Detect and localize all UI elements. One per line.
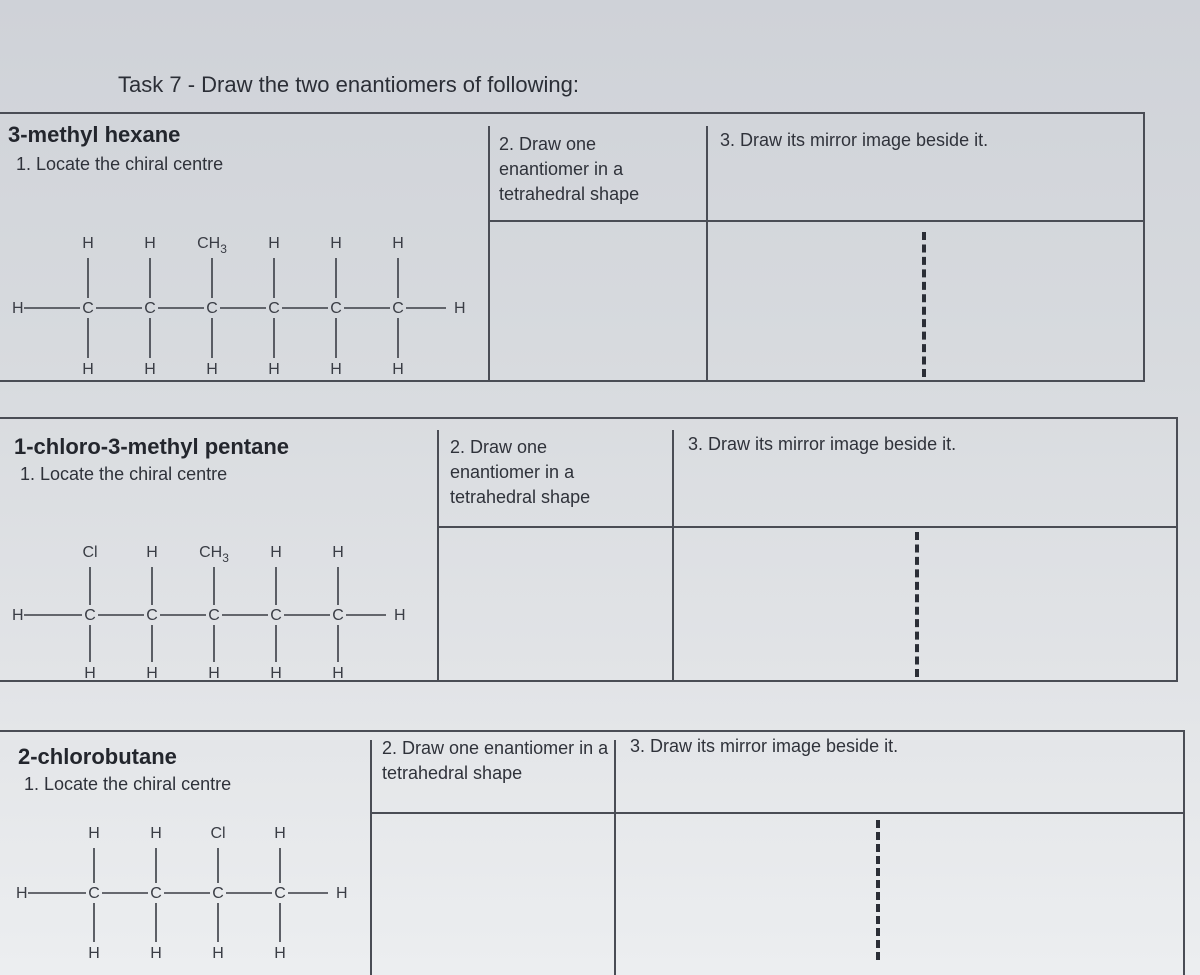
carbon-atom: C: [274, 885, 286, 902]
carbon-atom: C: [270, 607, 282, 624]
top-substituent: H: [330, 235, 342, 252]
carbon-atom: C: [212, 885, 224, 902]
section-bottom-rule: [0, 680, 1178, 682]
task-title: Task 7 - Draw the two enantiomers of following:: [118, 72, 579, 97]
bottom-substituent: H: [150, 945, 162, 962]
carbon-atom: C: [332, 607, 344, 624]
bottom-substituent: H: [208, 665, 220, 682]
top-substituent: Cl: [210, 825, 226, 842]
top-substituent: H: [274, 825, 286, 842]
terminal-hydrogen: H: [16, 885, 28, 902]
bottom-substituent: H: [88, 945, 100, 962]
bottom-substituent: H: [274, 945, 286, 962]
structural-formula: [0, 535, 440, 680]
carbon-atom: C: [206, 300, 218, 317]
terminal-hydrogen: H: [12, 300, 24, 317]
bottom-substituent: H: [268, 361, 280, 378]
step-3-instruction: 3. Draw its mirror image beside it.: [688, 434, 957, 454]
step-2-instruction: 2. Draw one enantiomer in a tetrahedral shape: [450, 437, 591, 507]
step-2-instruction: 2. Draw one enantiomer in a tetrahedral shape: [499, 134, 640, 204]
carbon-atom: C: [146, 607, 158, 624]
bottom-substituent: H: [144, 361, 156, 378]
carbon-atom: C: [88, 885, 100, 902]
bottom-substituent: H: [332, 665, 344, 682]
bottom-substituent: H: [330, 361, 342, 378]
step-3-instruction: 3. Draw its mirror image beside it.: [630, 736, 899, 756]
carbon-atom: C: [208, 607, 220, 624]
bottom-substituent: H: [392, 361, 404, 378]
compound-name: 2-chlorobutane: [18, 744, 177, 769]
top-substituent: H: [88, 825, 100, 842]
top-substituent: Cl: [82, 544, 98, 561]
carbon-atom: C: [84, 607, 96, 624]
column-divider: [706, 126, 708, 382]
top-substituent: H: [150, 825, 162, 842]
mirror-line: [922, 232, 926, 377]
terminal-hydrogen: H: [454, 300, 466, 317]
top-substituent: H: [392, 235, 404, 252]
top-substituent: $CH_3$: [199, 544, 229, 565]
step-1-instruction: 1. Locate the chiral centre: [16, 154, 224, 174]
section-right-rule: [1183, 730, 1185, 975]
terminal-hydrogen: H: [394, 607, 406, 624]
terminal-hydrogen: H: [336, 885, 348, 902]
terminal-hydrogen: H: [12, 607, 24, 624]
bottom-substituent: H: [82, 361, 94, 378]
carbon-atom: C: [144, 300, 156, 317]
step-1-instruction: 1. Locate the chiral centre: [20, 464, 228, 484]
carbon-atom: C: [330, 300, 342, 317]
bottom-substituent: H: [270, 665, 282, 682]
carbon-atom: C: [82, 300, 94, 317]
bottom-substituent: H: [212, 945, 224, 962]
structural-formula: [0, 815, 372, 975]
bottom-substituent: H: [206, 361, 218, 378]
step-2-instruction: 2. Draw one enantiomer in a tetrahedral shape: [382, 738, 609, 783]
section-top-rule: [0, 417, 1178, 419]
bottom-substituent: H: [84, 665, 96, 682]
compound-name: 3-methyl hexane: [8, 122, 181, 147]
top-substituent: H: [144, 235, 156, 252]
top-substituent: $CH_3$: [197, 235, 227, 256]
carbon-atom: C: [268, 300, 280, 317]
carbon-atom: C: [150, 885, 162, 902]
step-1-instruction: 1. Locate the chiral centre: [24, 774, 232, 794]
column-divider: [672, 430, 674, 682]
section-top-rule: [0, 730, 1185, 732]
header-rule: [370, 812, 1185, 814]
section-right-rule: [1176, 417, 1178, 682]
top-substituent: H: [270, 544, 282, 561]
header-rule: [488, 220, 1145, 222]
mirror-line: [915, 532, 919, 677]
top-substituent: H: [146, 544, 158, 561]
top-substituent: H: [268, 235, 280, 252]
mirror-line: [876, 820, 880, 960]
header-rule: [437, 526, 1178, 528]
top-substituent: H: [82, 235, 94, 252]
section-bottom-rule: [0, 380, 1145, 382]
structural-formula: [0, 225, 490, 378]
section-top-rule: [0, 112, 1145, 114]
column-divider: [614, 740, 616, 975]
top-substituent: H: [332, 544, 344, 561]
carbon-atom: C: [392, 300, 404, 317]
step-3-instruction: 3. Draw its mirror image beside it.: [720, 130, 989, 150]
bottom-substituent: H: [146, 665, 158, 682]
section-right-rule: [1143, 112, 1145, 382]
compound-name: 1-chloro-3-methyl pentane: [14, 434, 290, 459]
